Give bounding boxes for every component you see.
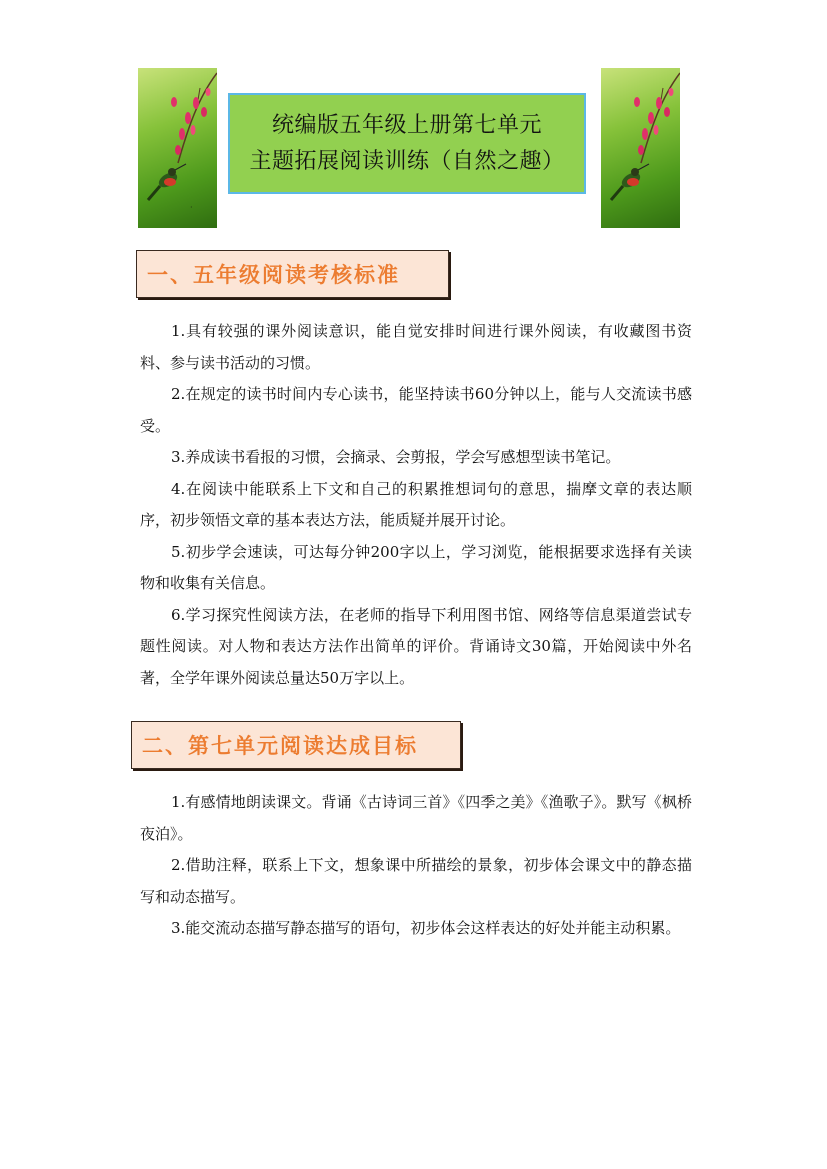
document-title-box xyxy=(228,93,586,194)
hummingbird-image-left xyxy=(138,68,217,228)
section-heading-reading-standards xyxy=(136,250,449,298)
section-heading-text: 二、第七单元阅读达成目标 xyxy=(142,734,418,758)
hummingbird-flower-photo-icon xyxy=(601,68,680,228)
hummingbird-flower-photo-icon xyxy=(138,68,217,228)
hummingbird-image-right xyxy=(601,68,680,228)
list-item: 6.学习探究性阅读方法，在老师的指导下利用图书馆、网络等信息渠道尝试专题性阅读。对人物和表达方法作出简单的评价。背诵诗文30篇，开始阅读中外名著，全学年课外阅读总量达50万字以上。 xyxy=(140,605,692,687)
list-item: 5.初步学会速读，可达每分钟200字以上，学习浏览，能根据要求选择有关读物和收集有关信息。 xyxy=(140,542,692,592)
list-item: 1.具有较强的课外阅读意识，能自觉安排时间进行课外阅读，有收藏图书资料、参与读书活动的习惯。 xyxy=(140,322,692,372)
list-item: 1.有感情地朗读课文。背诵《古诗词三首》《四季之美》《渔歌子》。默写《枫桥夜泊》。 xyxy=(140,793,692,843)
title-line-2: 主题拓展阅读训练（自然之趣） xyxy=(249,148,565,174)
svg-text:·: · xyxy=(190,203,193,212)
list-item: 2.借助注释，联系上下文，想象课中所描绘的景象，初步体会课文中的静态描写和动态描写。 xyxy=(140,856,692,906)
list-item: 3.养成读书看报的习惯，会摘录、会剪报，学会写感想型读书笔记。 xyxy=(171,448,621,466)
list-item: 2.在规定的读书时间内专心读书，能坚持读书60分钟以上，能与人交流读书感受。 xyxy=(140,385,692,435)
title-line-1: 统编版五年级上册第七单元 xyxy=(271,112,542,138)
section-unit-goals-body xyxy=(140,787,692,945)
list-item: 3.能交流动态描写静态描写的语句，初步体会这样表达的好处并能主动积累。 xyxy=(171,919,681,937)
section-reading-standards-body xyxy=(140,316,692,694)
section-heading-unit-goals xyxy=(131,721,461,769)
list-item: 4.在阅读中能联系上下文和自己的积累推想词句的意思，揣摩文章的表达顺序，初步领悟文章的基本表达方法，能质疑并展开讨论。 xyxy=(140,479,692,529)
section-heading-text: 一、五年级阅读考核标准 xyxy=(147,263,400,287)
